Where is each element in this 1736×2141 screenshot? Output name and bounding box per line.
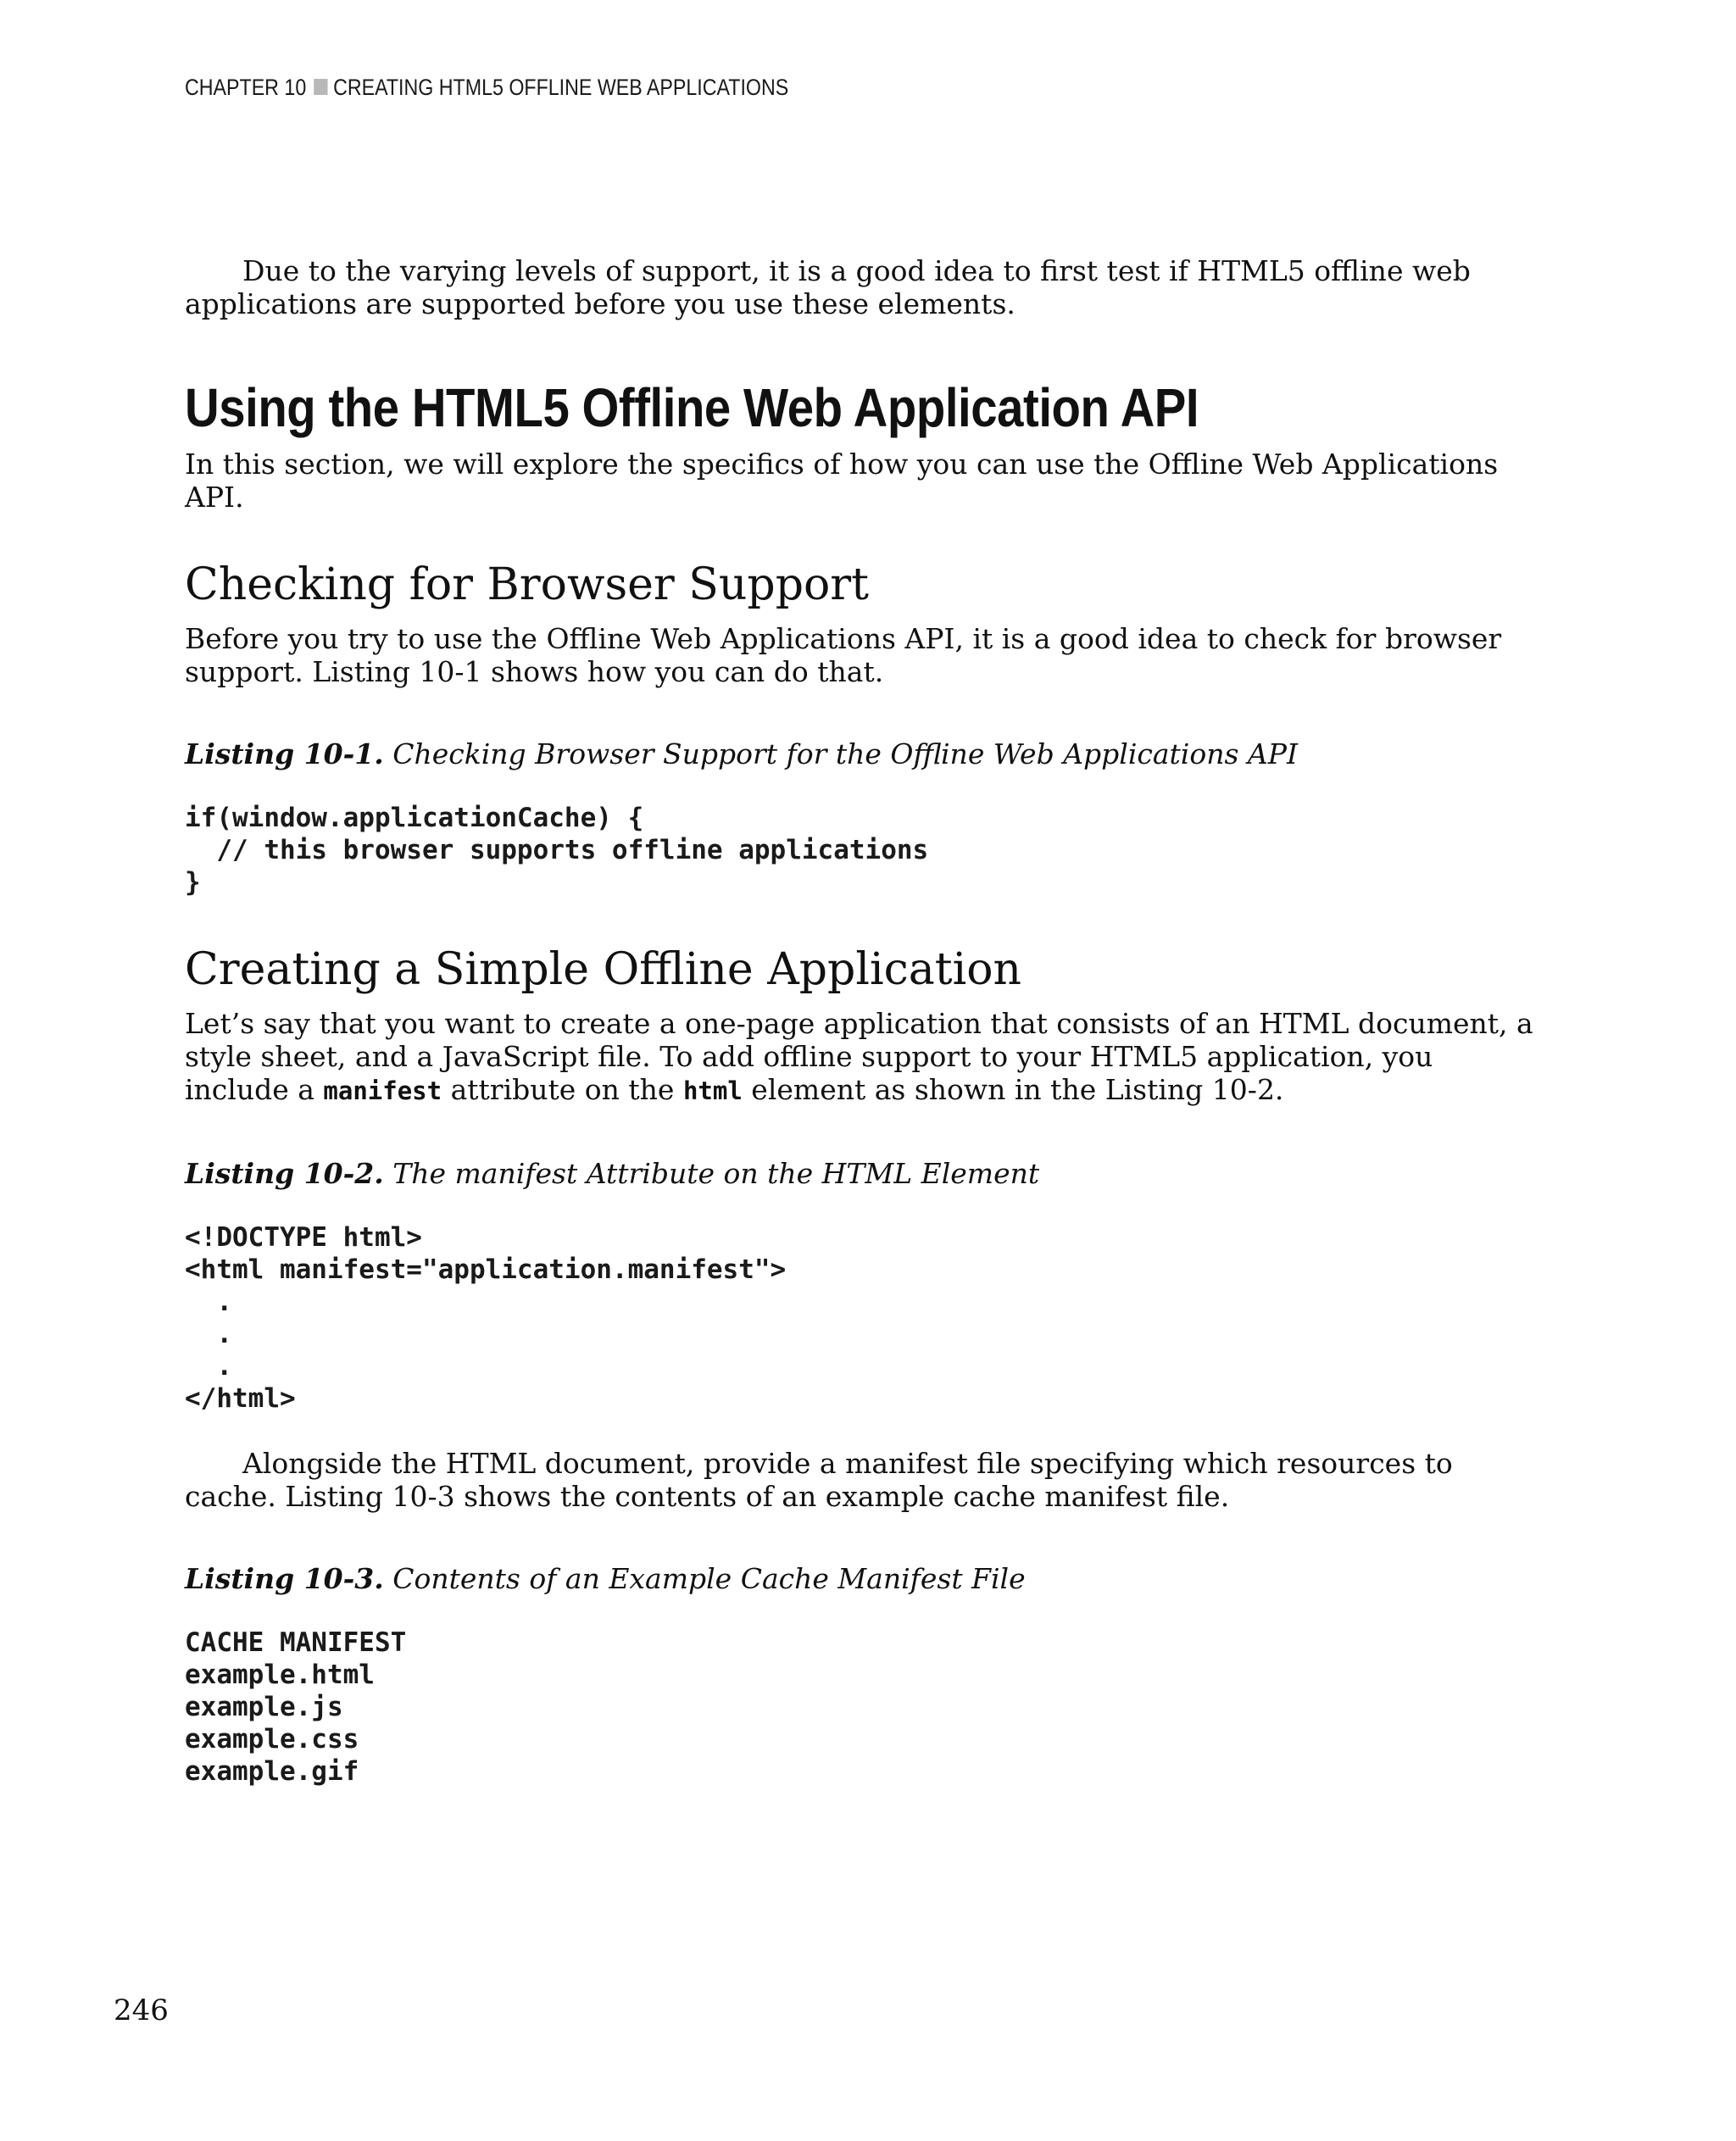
paragraph-text: attribute on the xyxy=(450,1073,675,1106)
listing-10-3-code: CACHE MANIFEST example.html example.js example.css example.gif xyxy=(185,1627,407,1787)
page-content xyxy=(185,254,1541,1788)
listing-label: Listing 10-2. xyxy=(185,1157,384,1190)
listing-title: Contents of an Example Cache Manifest File xyxy=(392,1562,1026,1595)
simple-app-heading: Creating a Simple Offline Application xyxy=(185,944,1022,995)
listing-10-2-caption xyxy=(185,1157,1541,1190)
section-heading: Using the HTML5 Offline Web Application API xyxy=(185,377,1199,438)
browser-support-heading: Checking for Browser Support xyxy=(185,559,870,610)
listing-title: The manifest Attribute on the HTML Element xyxy=(392,1157,1040,1190)
listing-title: Checking Browser Support for the Offline Web Applications API xyxy=(392,737,1298,770)
listing-label: Listing 10-3. xyxy=(185,1562,384,1595)
listing-10-1-code: if(window.applicationCache) { // this browser supports offline applications } xyxy=(185,803,929,898)
listing-10-3-caption xyxy=(185,1562,1541,1595)
paragraph-text: Let’s say that you want to create a one-page application that consists of an HTML document, a style sheet, and a JavaScript file. To add offline support to your HTML5 application, you include a xyxy=(185,1007,1533,1106)
chapter-label: CHAPTER 10 xyxy=(185,75,307,100)
page-number: 246 xyxy=(114,1994,169,2027)
listing-label: Listing 10-1. xyxy=(185,737,384,770)
manifest-paragraph: Alongside the HTML document, provide a manifest file specifying which resources to cache. Listing 10-3 shows the contents of an example cache manifest file. xyxy=(185,1447,1453,1513)
running-head xyxy=(185,75,788,101)
simple-app-paragraph xyxy=(185,1007,1541,1108)
chapter-title: CREATING HTML5 OFFLINE WEB APPLICATIONS xyxy=(333,75,789,100)
inline-code-html: html xyxy=(682,1076,743,1105)
listing-10-2-code: <!DOCTYPE html> <html manifest="application.manifest"> . . . </html> xyxy=(185,1222,787,1414)
intro-paragraph: Due to the varying levels of support, it is a good idea to first test if HTML5 offline web applications are supported before you use these elements. xyxy=(185,254,1471,320)
section-intro: In this section, we will explore the specifics of how you can use the Offline Web Applications API. xyxy=(185,448,1499,514)
paragraph-text: element as shown in the Listing 10-2. xyxy=(751,1073,1284,1106)
listing-10-1-caption xyxy=(185,737,1541,770)
square-bullet-icon xyxy=(314,79,327,95)
inline-code-manifest: manifest xyxy=(323,1076,442,1105)
browser-support-paragraph: Before you try to use the Offline Web Applications API, it is a good idea to check for browser support. Listing 10-1 shows how you can do that. xyxy=(185,622,1502,688)
